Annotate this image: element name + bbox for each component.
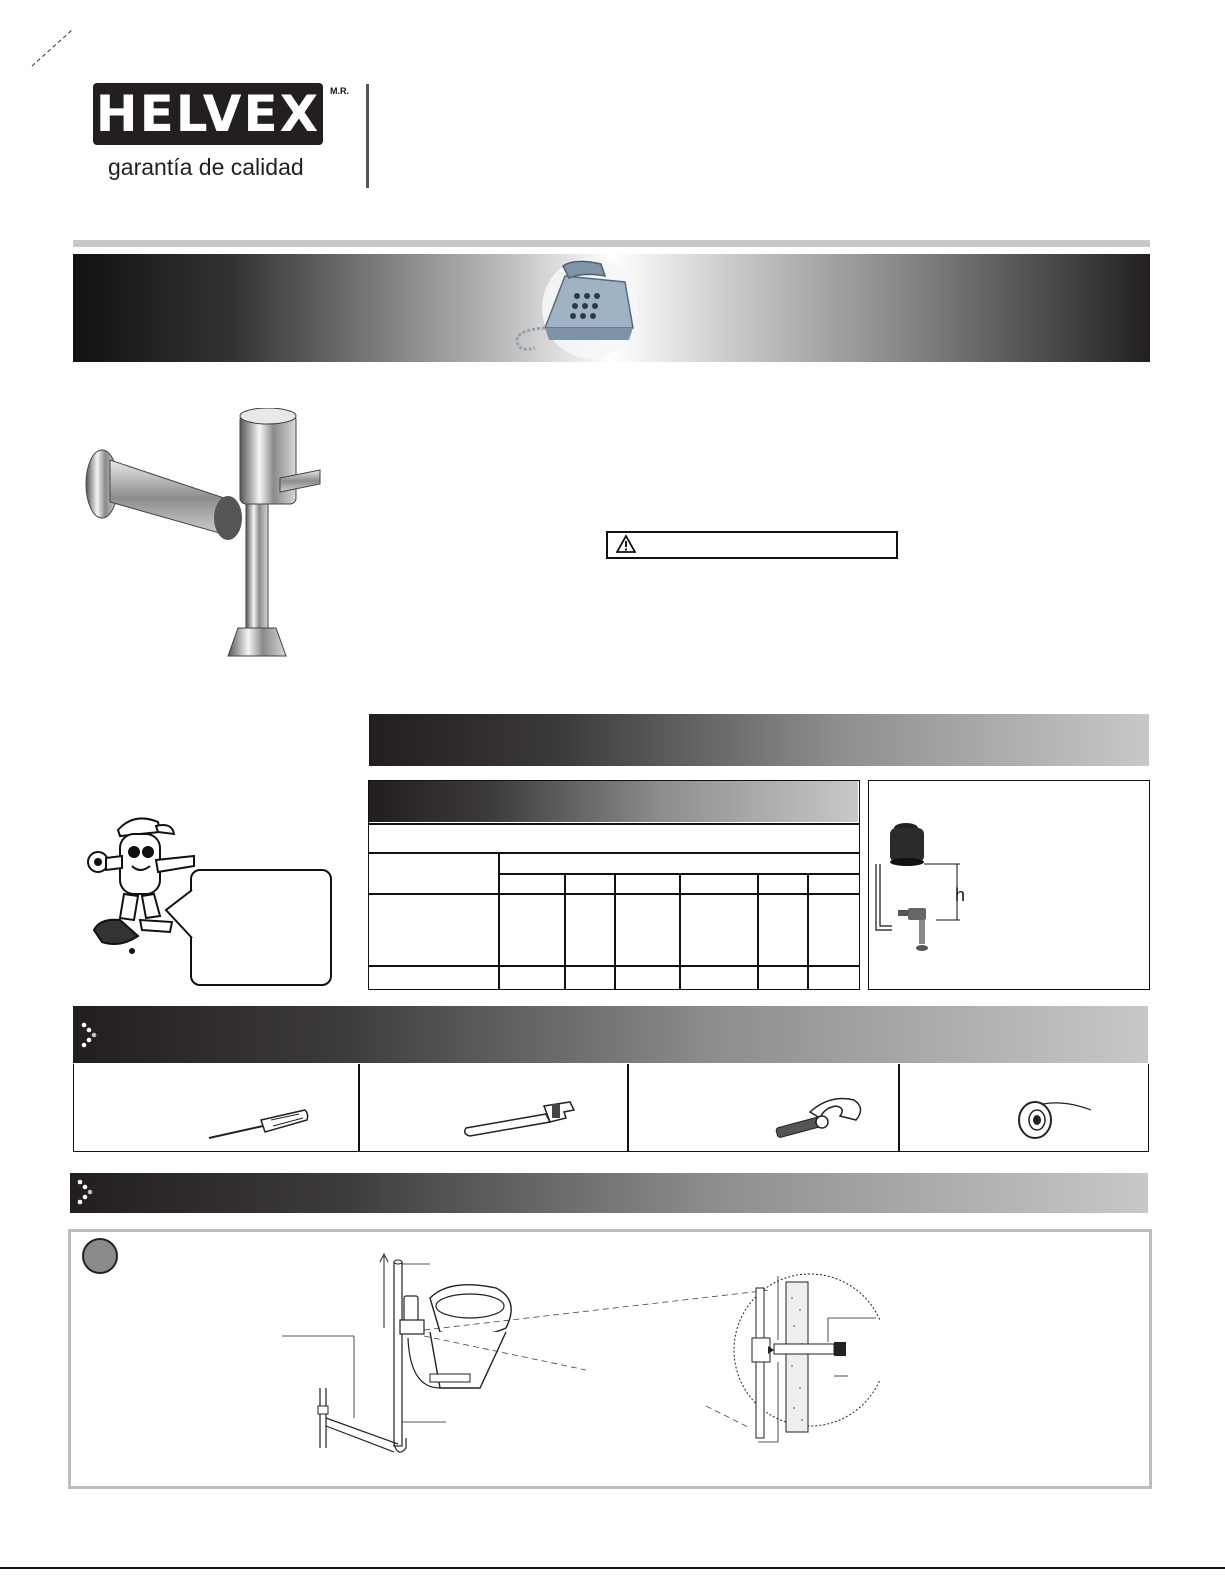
top-rule xyxy=(73,240,1150,247)
installation-bar-bullet-icon xyxy=(76,1179,96,1205)
registered-mark: M.R. xyxy=(330,86,349,96)
bottom-rule xyxy=(0,1567,1225,1569)
telephone-icon xyxy=(505,256,640,360)
header-divider xyxy=(366,84,369,188)
height-label: h xyxy=(955,885,966,905)
speech-bubble xyxy=(190,869,332,986)
pressure-table xyxy=(368,780,860,990)
screwdriver-icon xyxy=(205,1106,311,1142)
specifications-bar xyxy=(369,714,1149,766)
installation-bar xyxy=(70,1173,1148,1213)
warning-icon xyxy=(616,535,636,553)
brand-tagline: garantía de calidad xyxy=(108,154,304,180)
pipe-cutter-icon xyxy=(770,1092,870,1142)
teflon-tape-icon xyxy=(1015,1094,1095,1144)
toilet-installation-diagram xyxy=(280,1248,880,1468)
speech-bubble-tail xyxy=(164,888,194,940)
helvex-logo: HELVEX xyxy=(93,83,323,145)
step-number-badge xyxy=(82,1238,118,1274)
pipe-wrench-icon xyxy=(460,1100,580,1140)
caution-box xyxy=(606,531,898,559)
corner-dashed-mark xyxy=(28,28,74,68)
tools-bar-bullet-icon xyxy=(80,1022,100,1048)
tools-bar xyxy=(73,1006,1148,1063)
flush-valve-illustration xyxy=(80,408,330,663)
